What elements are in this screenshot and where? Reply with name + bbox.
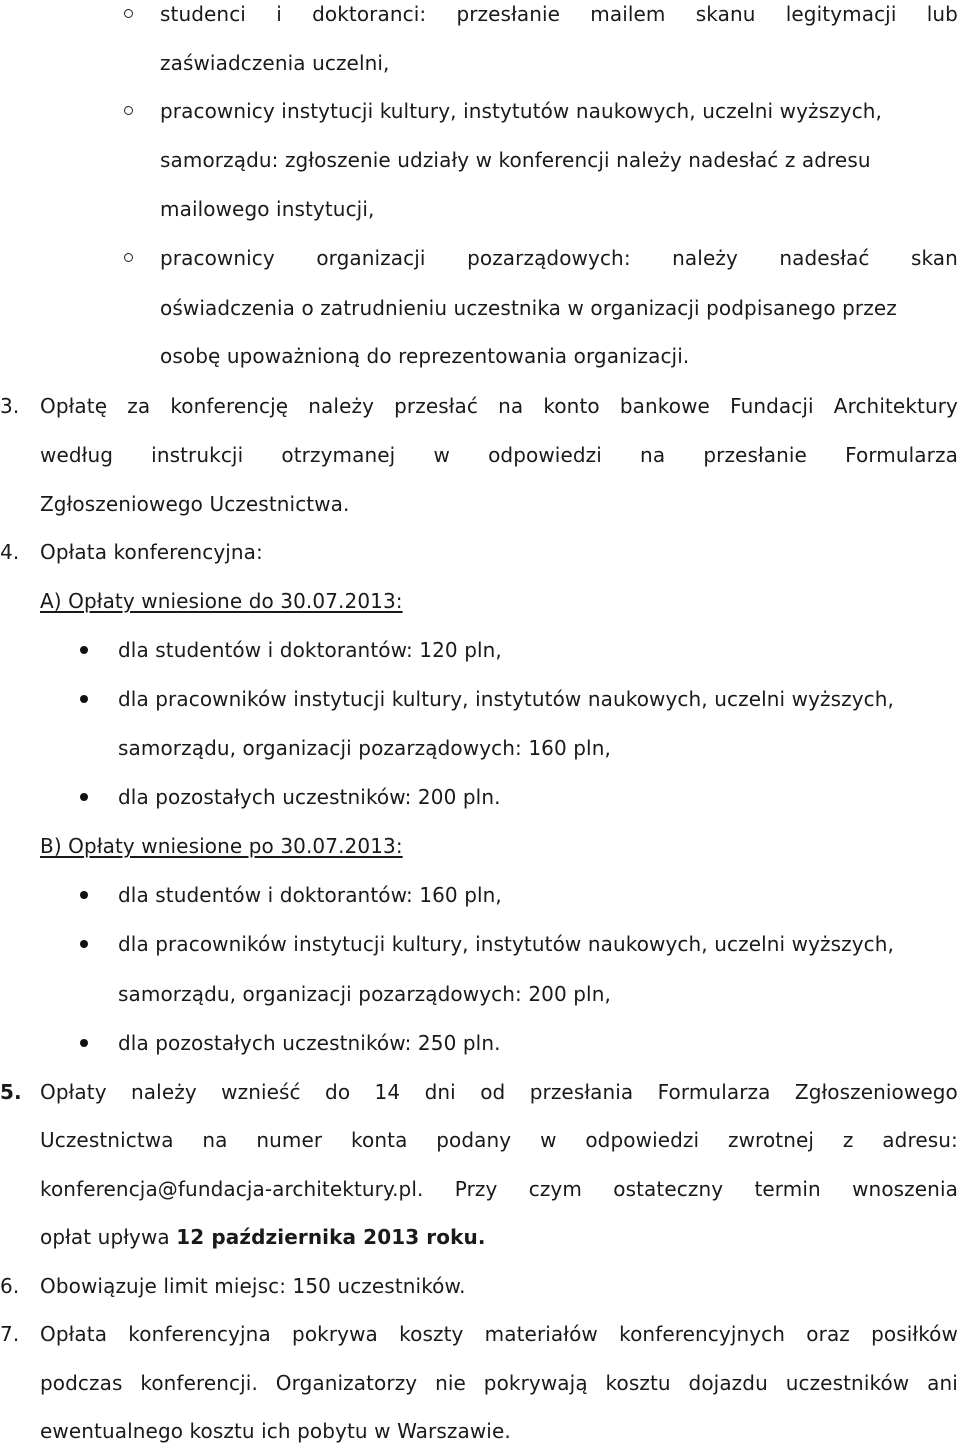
bullet-dot: [80, 940, 88, 948]
fees-b-others: dla pozostałych uczestników: 250 pln.: [118, 1031, 501, 1055]
word: odpowiedzi: [585, 1128, 700, 1152]
item-4-text: Opłata konferencyjna:: [40, 540, 263, 564]
fees-b-institutions-line-1: dla pracowników instytucji kultury, instytutów naukowych, uczelni wyższych,: [118, 932, 895, 956]
word: numer: [256, 1128, 323, 1152]
fees-a-others: dla pozostałych uczestników: 200 pln.: [118, 785, 501, 809]
item-3-line-1: [40, 393, 958, 419]
word: 14: [374, 1080, 401, 1104]
item-5-line-4: [40, 1224, 486, 1250]
fees-a-institutions-line-2: samorządu, organizacji pozarządowych: 160 pln,: [118, 736, 611, 760]
word: materiałów: [484, 1322, 598, 1346]
word: otrzymanej: [281, 443, 396, 467]
word: z: [842, 1128, 854, 1152]
word: według: [40, 443, 114, 467]
sub-list-item-1-line-2: zaświadczenia uczelni,: [160, 51, 390, 75]
word: organizacji: [316, 246, 426, 270]
word: konferencję: [170, 394, 289, 418]
item-5-line-3: [40, 1176, 958, 1202]
word: w: [540, 1128, 557, 1152]
word: konferencji.: [140, 1371, 258, 1395]
bullet-dot: [80, 793, 88, 801]
word: wznieść: [221, 1080, 301, 1104]
word: lub: [926, 2, 958, 26]
word: i: [276, 2, 282, 26]
fees-a-students: dla studentów i doktorantów: 120 pln,: [118, 638, 502, 662]
word: instrukcji: [151, 443, 244, 467]
fees-a-institutions-line-1: dla pracowników instytucji kultury, instytutów naukowych, uczelni wyższych,: [118, 687, 895, 711]
sub-list-item-1-line-1: [160, 1, 958, 27]
word: Formularza: [845, 443, 958, 467]
item-5-line-1: [40, 1079, 958, 1105]
bullet-dot: [80, 646, 88, 654]
item-number: 3.: [0, 394, 20, 418]
item-5-line-2: [40, 1127, 958, 1153]
word: konto: [543, 394, 600, 418]
word: Zgłoszeniowego: [794, 1080, 958, 1104]
word: skan: [910, 246, 958, 270]
word: nadesłać: [779, 246, 870, 270]
word: Architektury: [833, 394, 958, 418]
bullet-dot: [80, 1039, 88, 1047]
word: konferencyjnych: [619, 1322, 786, 1346]
word: Uczestnictwa: [40, 1128, 174, 1152]
word: konta: [351, 1128, 408, 1152]
circle-bullet: [124, 253, 133, 262]
item-7-line-2: [40, 1370, 958, 1396]
word: na: [640, 443, 666, 467]
fees-a-heading: A) Opłaty wniesione do 30.07.2013:: [40, 589, 403, 613]
sub-list-item-2-line-1: pracownicy instytucji kultury, instytutów naukowych, uczelni wyższych,: [160, 99, 883, 123]
word: za: [127, 394, 151, 418]
item-3-line-2: [40, 442, 958, 468]
word: na: [202, 1128, 228, 1152]
item-number: 4.: [0, 540, 20, 564]
word: podany: [436, 1128, 512, 1152]
word: przesłać: [394, 394, 479, 418]
deadline-date: 12 października 2013 roku.: [176, 1225, 486, 1249]
deadline-prefix: opłat upływa: [40, 1225, 177, 1249]
word: na: [498, 394, 524, 418]
sub-list-item-3-line-2: oświadczenia o zatrudnieniu uczestnika w organizacji podpisanego przez: [160, 296, 897, 320]
word: pracownicy: [160, 246, 275, 270]
word: do: [325, 1080, 351, 1104]
word: przesłanie: [456, 2, 561, 26]
sub-list-item-3-line-1: [160, 245, 958, 271]
word: Fundacji: [730, 394, 814, 418]
word: oraz: [806, 1322, 850, 1346]
email-text: konferencja@fundacja-architektury.pl.: [40, 1177, 424, 1201]
word: pozarządowych:: [467, 246, 631, 270]
sub-list-item-2-line-3: mailowego instytucji,: [160, 197, 375, 221]
word: kosztu: [605, 1371, 671, 1395]
word: studenci: [160, 2, 246, 26]
word: doktoranci:: [312, 2, 427, 26]
item-3-line-3: Zgłoszeniowego Uczestnictwa.: [40, 492, 350, 516]
word: bankowe: [619, 394, 710, 418]
item-number: 7.: [0, 1322, 20, 1346]
word: skanu: [695, 2, 756, 26]
circle-bullet: [124, 9, 133, 18]
word: nie: [435, 1371, 466, 1395]
item-6-text: Obowiązuje limit miejsc: 150 uczestników.: [40, 1274, 466, 1298]
word: mailem: [590, 2, 666, 26]
bullet-dot: [80, 891, 88, 899]
word: Formularza: [657, 1080, 771, 1104]
word: dni: [424, 1080, 456, 1104]
sub-list-item-2-line-2: samorządu: zgłoszenie udziały w konferencji należy nadesłać z adresu: [160, 148, 871, 172]
word: koszty: [399, 1322, 464, 1346]
word: Organizatorzy: [275, 1371, 418, 1395]
word: należy: [308, 394, 375, 418]
sub-list-item-3-line-3: osobę upoważnioną do reprezentowania organizacji.: [160, 344, 690, 368]
word: uczestników: [785, 1371, 910, 1395]
word: termin: [754, 1177, 821, 1201]
word: od: [480, 1080, 506, 1104]
bullet-dot: [80, 695, 88, 703]
word: czym: [528, 1177, 582, 1201]
word: Przy: [454, 1177, 498, 1201]
item-number: 6.: [0, 1274, 20, 1298]
item-7-line-1: [40, 1321, 958, 1347]
word: pokrywają: [483, 1371, 588, 1395]
word: wnoszenia: [852, 1177, 958, 1201]
word: podczas: [40, 1371, 123, 1395]
word: Opłata: [40, 1322, 108, 1346]
fees-b-heading: B) Opłaty wniesione po 30.07.2013:: [40, 834, 403, 858]
word: zwrotnej: [728, 1128, 815, 1152]
word: konferencyjna: [128, 1322, 271, 1346]
word: przesłanie: [703, 443, 807, 467]
word: należy: [672, 246, 738, 270]
word: Opłaty: [40, 1080, 107, 1104]
word: adresu:: [882, 1128, 958, 1152]
word: ani: [927, 1371, 958, 1395]
word: należy: [131, 1080, 197, 1104]
circle-bullet: [124, 106, 133, 115]
word: posiłków: [871, 1322, 958, 1346]
item-number: 5.: [0, 1080, 22, 1104]
word: dojazdu: [688, 1371, 768, 1395]
item-7-line-3: ewentualnego kosztu ich pobytu w Warszawie.: [40, 1419, 511, 1443]
fees-b-institutions-line-2: samorządu, organizacji pozarządowych: 200 pln,: [118, 982, 611, 1006]
word: przesłania: [529, 1080, 634, 1104]
word: ostateczny: [613, 1177, 724, 1201]
word: legitymacji: [785, 2, 897, 26]
word: odpowiedzi: [488, 443, 602, 467]
word: w: [433, 443, 450, 467]
word: Opłatę: [40, 394, 108, 418]
word: pokrywa: [292, 1322, 378, 1346]
fees-b-students: dla studentów i doktorantów: 160 pln,: [118, 883, 502, 907]
